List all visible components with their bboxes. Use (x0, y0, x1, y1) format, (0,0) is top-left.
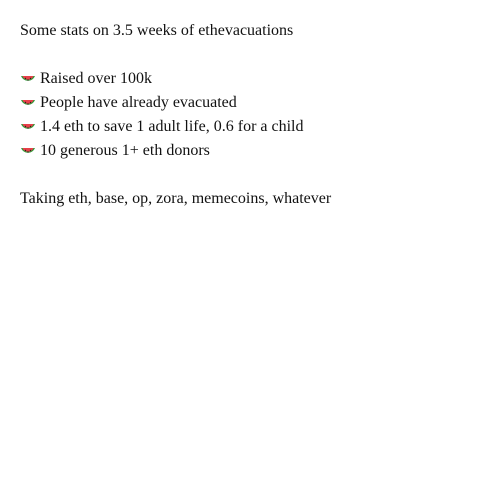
watermelon-icon (20, 121, 36, 133)
post-intro: Some stats on 3.5 weeks of ethevacuations (20, 22, 294, 39)
stat-text: Raised over 100k (40, 70, 152, 87)
stat-text: People have already evacuated (40, 94, 237, 111)
watermelon-icon (20, 145, 36, 157)
post-closing: Taking eth, base, op, zora, memecoins, whatever (20, 190, 332, 207)
spacer (20, 163, 480, 187)
post-body (20, 19, 480, 211)
watermelon-icon (20, 73, 36, 85)
stat-item (20, 115, 480, 139)
stat-text: 10 generous 1+ eth donors (40, 142, 210, 159)
stat-item (20, 91, 480, 115)
spacer (20, 43, 480, 67)
stat-item (20, 139, 480, 163)
stat-text: 1.4 eth to save 1 adult life, 0.6 for a child (40, 118, 304, 135)
watermelon-icon (20, 97, 36, 109)
stat-item (20, 67, 480, 91)
